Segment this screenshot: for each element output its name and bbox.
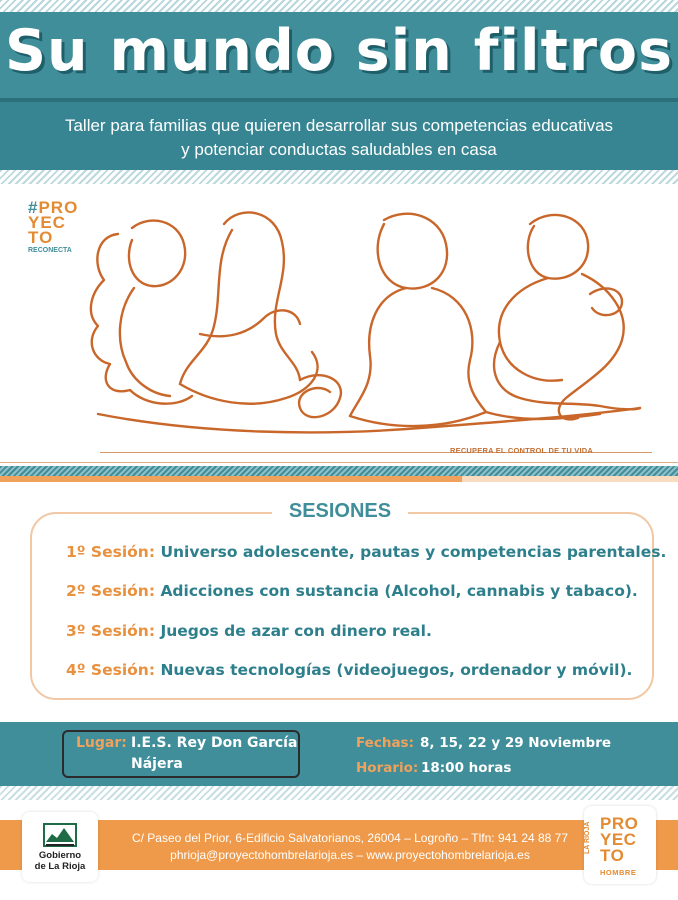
gobierno-la-rioja-logo: Gobierno de La Rioja	[22, 812, 98, 882]
venue-name: I.E.S. Rey Don García	[131, 735, 298, 751]
bottom-hatch-band	[0, 786, 678, 800]
session-item: 4º Sesión: Nuevas tecnologías (videojuegos, ordenador y móvil).	[66, 661, 633, 679]
subtitle-line-1: Taller para familias que quieren desarrollar sus competencias educativas	[64, 116, 614, 135]
dates-label: Fechas:	[356, 735, 414, 751]
page-title: Su mundo sin filtros	[4, 18, 674, 84]
dates-value: 8, 15, 22 y 29 Noviembre	[420, 735, 612, 751]
teal-stripe-divider	[0, 466, 678, 476]
orange-stripe-divider	[0, 476, 462, 482]
tagline: RECUPERA EL CONTROL DE TU VIDA	[450, 446, 593, 455]
venue-label: Lugar:	[76, 735, 127, 751]
subtitle	[20, 114, 658, 162]
session-item: 1º Sesión: Universo adolescente, pautas y competencias parentales.	[66, 543, 667, 561]
line-art-illustration	[0, 184, 678, 466]
contact-web-email[interactable]: phrioja@proyectohombrelarioja.es – www.proyectohombrelarioja.es	[170, 848, 530, 862]
contact-address: C/ Paseo del Prior, 6-Edificio Salvatorianos, 26004 – Logroño – Tlfn: 941 24 88 77	[131, 831, 569, 845]
subtitle-line-2: y potenciar conductas saludables en casa	[181, 140, 497, 159]
gobierno-emblem-icon	[22, 816, 98, 852]
session-item: 3º Sesión: Juegos de azar con dinero real.	[66, 622, 432, 640]
light-orange-stripe	[462, 476, 678, 482]
venue-town: Nájera	[131, 756, 183, 772]
proyecto-hombre-logo: LA RIOJA PRO YEC TO HOMBRE	[584, 806, 656, 884]
contact-bar	[0, 820, 678, 870]
subtitle-band	[0, 98, 678, 170]
proyecto-reconecta-logo: #PRO YEC TO RECONECTA	[28, 198, 79, 254]
header-banner	[0, 12, 678, 170]
time-label: Horario:	[356, 760, 419, 776]
time-value: 18:00 horas	[421, 760, 512, 776]
divider-thin	[0, 462, 678, 463]
session-item: 2º Sesión: Adicciones con sustancia (Alcohol, cannabis y tabaco).	[66, 582, 638, 600]
sessions-title: SESIONES	[272, 500, 408, 526]
people-line-drawing	[0, 184, 678, 466]
middle-hatch-band	[0, 170, 678, 184]
top-hatch-band	[0, 0, 678, 12]
